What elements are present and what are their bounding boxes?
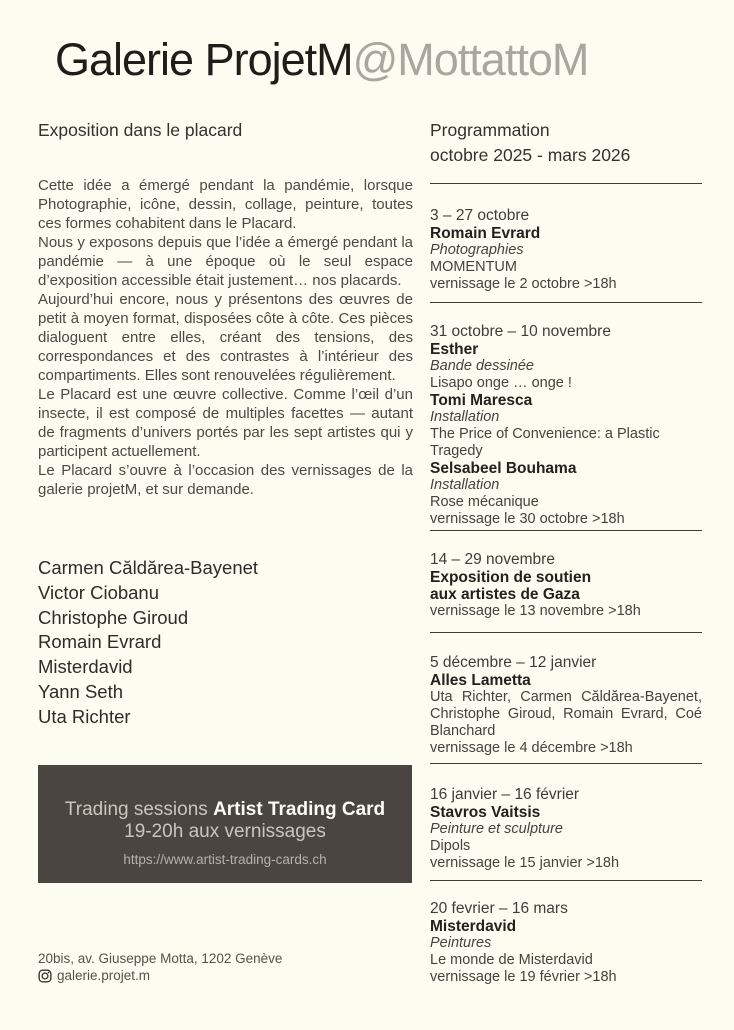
event-line-regular: Rose mécanique	[430, 494, 539, 510]
artist-name: Romain Evrard	[38, 631, 162, 653]
artist-name: Uta Richter	[38, 705, 131, 727]
artist-name: Christophe Giroud	[38, 606, 189, 628]
artist-name: Yann Seth	[38, 680, 124, 702]
artist-name: Carmen Căldărea-Bayenet	[38, 557, 259, 578]
event-line-bold: Tomi Maresca	[430, 392, 533, 409]
event-date: 14 – 29 novembre	[430, 551, 555, 568]
programme-heading-line2: octobre 2025 - mars 2026	[430, 145, 631, 165]
event-line-regular: vernissage le 13 novembre >18h	[430, 603, 641, 619]
event-line-bold: Esther	[430, 341, 479, 358]
essay-paragraph: Nous y exposons depuis que l’idée a émergé pendant la pandémie — à une époque où le seul espace d’exposition accessible était justement… nos placards.	[38, 234, 413, 289]
trading-sessions-label: Trading sessions	[64, 799, 214, 820]
artist-name: Victor Ciobanu	[38, 581, 160, 603]
programme-separator	[430, 183, 702, 184]
event-line-italic: Photographies	[430, 242, 524, 258]
trading-sessions-title	[38, 799, 412, 821]
trading-sessions-box	[38, 765, 412, 883]
artist-trading-card-label: Artist Trading Card	[213, 799, 386, 820]
essay-paragraph: Aujourd’hui encore, nous y présentons des œuvres de petit à moyen format, disposées côte à côte. Ces pièces dialoguent entre elles, créant des tensions, des correspondances et des contrastes à l’intérieur des compartiments. Elles sont renouvelées régulièrement.	[38, 291, 413, 384]
essay-paragraph: Cette idée a émergé pendant la pandémie, lorsque Photographie, icône, dessin, collage, peinture, toutes ces formes cohabitent dans le Placard.	[38, 177, 413, 232]
artist-list	[38, 556, 258, 730]
gallery-subtitle: @MottattoM	[352, 34, 589, 85]
event-line-bold: Stavros Vaitsis	[430, 804, 541, 821]
trading-sessions-time: 19-20h aux vernissages	[124, 821, 326, 842]
event-line-bold: aux artistes de Gaza	[430, 586, 580, 603]
event-date: 16 janvier – 16 février	[430, 786, 580, 803]
event-line-bold: Misterdavid	[430, 918, 517, 935]
gallery-address: 20bis, av. Giuseppe Motta, 1202 Genève	[38, 951, 283, 966]
event-date: 3 – 27 octobre	[430, 207, 530, 224]
programme-heading-line1: Programmation	[430, 120, 550, 140]
essay-paragraph: Le Placard est une œuvre collective. Comme l’œil d’un insecte, il est composé de multiples facettes — autant de fragments d’univers portés par les sept artistes qui y participent actuellement.	[38, 386, 413, 460]
event-line-regular: vernissage le 4 décembre >18h	[430, 740, 633, 756]
event-line-bold: Alles Lametta	[430, 672, 531, 689]
event-line-regular: The Price of Convenience: a Plastic Tragedy	[430, 426, 660, 459]
programme-event	[430, 900, 702, 986]
event-line-bold: Romain Evrard	[430, 225, 541, 242]
event-date: 31 octobre – 10 novembre	[430, 323, 611, 340]
programme-event	[430, 207, 702, 293]
instagram-icon	[38, 969, 52, 983]
event-line-italic: Bande dessinée	[430, 358, 534, 374]
event-line-regular: Le monde de Misterdavid	[430, 952, 593, 968]
event-line-justify: Uta Richter, Carmen Căldărea-Bayenet, Christophe Giroud, Romain Evrard, Coé Blanchard	[430, 689, 702, 739]
programme-event	[430, 551, 702, 620]
exposition-heading: Exposition dans le placard	[38, 120, 243, 140]
programme-event	[430, 786, 702, 872]
event-date: 20 fevrier – 16 mars	[430, 900, 568, 917]
event-date: 5 décembre – 12 janvier	[430, 654, 597, 671]
gallery-title: Galerie ProjetM	[55, 34, 353, 85]
event-line-bold: Exposition de soutien	[430, 569, 592, 586]
exposition-essay	[38, 176, 413, 499]
event-line-bold: Selsabeel Bouhama	[430, 460, 577, 477]
essay-paragraph: Le Placard s’ouvre à l’occasion des vernissages de la galerie projetM, et sur demande.	[38, 462, 413, 498]
programme-event	[430, 654, 702, 757]
instagram-handle[interactable]: galerie.projet.m	[57, 968, 151, 983]
event-line-italic: Peintures	[430, 935, 492, 951]
programme-separator	[430, 530, 702, 531]
event-line-italic: Installation	[430, 409, 500, 425]
event-line-regular: Lisapo onge … onge !	[430, 375, 572, 391]
artist-name: Misterdavid	[38, 656, 133, 678]
event-line-regular: MOMENTUM	[430, 259, 517, 275]
programme-separator	[430, 763, 702, 764]
event-line-italic: Peinture et sculpture	[430, 821, 563, 837]
programme-heading	[430, 118, 720, 168]
masthead	[55, 34, 589, 85]
event-line-italic: Installation	[430, 477, 500, 493]
event-line-regular: vernissage le 2 octobre >18h	[430, 276, 617, 292]
footer	[38, 950, 282, 984]
programme-event	[430, 323, 702, 528]
event-line-regular: Dipols	[430, 838, 471, 854]
programme-separator	[430, 302, 702, 303]
event-line-regular: vernissage le 15 janvier >18h	[430, 855, 620, 871]
programme-separator	[430, 632, 702, 633]
programme-separator	[430, 880, 702, 881]
event-line-regular: vernissage le 19 février >18h	[430, 969, 617, 985]
trading-cards-url[interactable]: https://www.artist-trading-cards.ch	[123, 852, 327, 867]
event-line-regular: vernissage le 30 octobre >18h	[430, 511, 625, 527]
